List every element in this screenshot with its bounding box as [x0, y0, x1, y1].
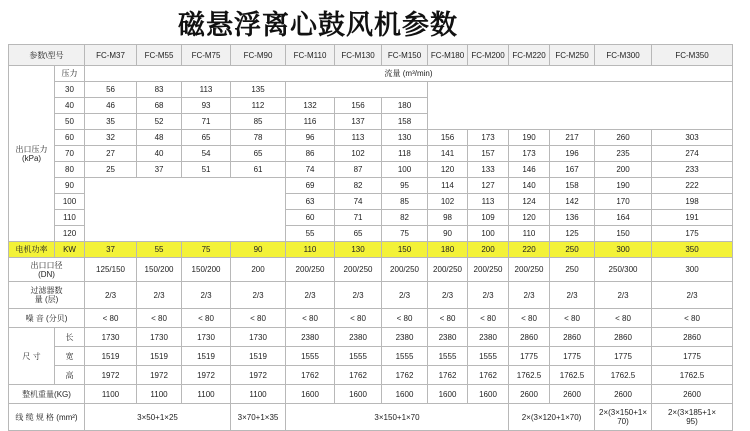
- filter-value: 2/3: [231, 282, 286, 309]
- flow-value: 191: [652, 210, 733, 226]
- flow-value: 175: [652, 226, 733, 242]
- power-value: 200: [468, 242, 509, 258]
- weight-value: 2600: [550, 385, 595, 404]
- length-value: 2860: [550, 328, 595, 347]
- spec-table: [8, 44, 733, 431]
- flow-value: 167: [550, 162, 595, 178]
- noise-value: < 80: [231, 309, 286, 328]
- flow-value: 274: [652, 146, 733, 162]
- power-label: 电机功率: [9, 242, 55, 258]
- height-value: 1762: [335, 366, 382, 385]
- pressure-group-label: 出口压力 (kPa): [9, 66, 55, 242]
- filter-value: 2/3: [652, 282, 733, 309]
- flow-value: 32: [85, 130, 137, 146]
- flow-value: 65: [182, 130, 231, 146]
- spec-table-body: [9, 45, 733, 431]
- height-value: 1762.5: [652, 366, 733, 385]
- length-value: 1730: [137, 328, 182, 347]
- cable-row: [9, 404, 733, 431]
- flow-value: 198: [652, 194, 733, 210]
- filter-value: 2/3: [468, 282, 509, 309]
- flow-value: 55: [286, 226, 335, 242]
- flow-value: 102: [335, 146, 382, 162]
- flow-value: 56: [85, 82, 137, 98]
- flow-value: 87: [335, 162, 382, 178]
- pressure-row: [9, 82, 733, 98]
- outlet-value: 200/250: [468, 258, 509, 282]
- outlet-value: 200/250: [286, 258, 335, 282]
- width-value: 1519: [231, 347, 286, 366]
- flow-value: 69: [286, 178, 335, 194]
- model-header: FC-M90: [231, 45, 286, 66]
- size-label: 尺 寸: [9, 328, 55, 385]
- flow-value: 86: [286, 146, 335, 162]
- flow-value: 120: [509, 210, 550, 226]
- height-value: 1762.5: [509, 366, 550, 385]
- param-model-label: 参数\型号: [9, 45, 85, 66]
- power-value: 130: [335, 242, 382, 258]
- model-header: FC-M150: [382, 45, 428, 66]
- flow-value: 164: [595, 210, 652, 226]
- flow-value: 233: [652, 162, 733, 178]
- flow-value: 141: [428, 146, 468, 162]
- width-value: 1555: [286, 347, 335, 366]
- flow-value: 170: [595, 194, 652, 210]
- model-header: FC-M220: [509, 45, 550, 66]
- outlet-value: 125/150: [85, 258, 137, 282]
- power-value: 350: [652, 242, 733, 258]
- weight-value: 1600: [286, 385, 335, 404]
- height-value: 1762: [428, 366, 468, 385]
- noise-value: < 80: [85, 309, 137, 328]
- length-value: 1730: [85, 328, 137, 347]
- height-value: 1972: [182, 366, 231, 385]
- flow-value: 100: [382, 162, 428, 178]
- flow-value: 235: [595, 146, 652, 162]
- flow-value: 196: [550, 146, 595, 162]
- power-unit: KW: [55, 242, 85, 258]
- flow-value: 217: [550, 130, 595, 146]
- height-value: 1972: [85, 366, 137, 385]
- flow-value: 180: [382, 98, 428, 114]
- filter-row: [9, 282, 733, 309]
- flow-value: 46: [85, 98, 137, 114]
- flow-value: 125: [550, 226, 595, 242]
- flow-value: 156: [428, 130, 468, 146]
- flow-value: 90: [428, 226, 468, 242]
- cable-spec: 2×(3×150+1× 70): [595, 404, 652, 431]
- power-value: 220: [509, 242, 550, 258]
- flow-value: 100: [468, 226, 509, 242]
- length-label: 长: [55, 328, 85, 347]
- length-value: 1730: [231, 328, 286, 347]
- length-value: 2860: [509, 328, 550, 347]
- length-value: 2380: [286, 328, 335, 347]
- noise-value: < 80: [137, 309, 182, 328]
- flow-value: 156: [335, 98, 382, 114]
- flow-value: 74: [335, 194, 382, 210]
- size-width-row: [9, 347, 733, 366]
- filter-value: 2/3: [335, 282, 382, 309]
- pressure-value: 80: [55, 162, 85, 178]
- header-row: [9, 45, 733, 66]
- width-value: 1555: [468, 347, 509, 366]
- filter-label: 过滤器数 量 (层): [9, 282, 85, 309]
- width-value: 1775: [509, 347, 550, 366]
- flow-value: 48: [137, 130, 182, 146]
- power-value: 300: [595, 242, 652, 258]
- flow-value: 112: [231, 98, 286, 114]
- pressure-value: 100: [55, 194, 85, 210]
- weight-value: 1100: [231, 385, 286, 404]
- flow-value: 82: [382, 210, 428, 226]
- flow-value: 133: [468, 162, 509, 178]
- length-value: 2860: [595, 328, 652, 347]
- flow-value: 190: [509, 130, 550, 146]
- length-value: 2860: [652, 328, 733, 347]
- flow-value: 200: [595, 162, 652, 178]
- flow-value: 158: [550, 178, 595, 194]
- width-value: 1555: [428, 347, 468, 366]
- power-row: [9, 242, 733, 258]
- outlet-value: 250: [550, 258, 595, 282]
- pressure-value: 60: [55, 130, 85, 146]
- model-header: FC-M300: [595, 45, 652, 66]
- flow-value: 71: [182, 114, 231, 130]
- weight-value: 1100: [85, 385, 137, 404]
- flow-value: 82: [335, 178, 382, 194]
- flow-value: 116: [286, 114, 335, 130]
- flow-value: 96: [286, 130, 335, 146]
- filter-value: 2/3: [509, 282, 550, 309]
- flow-value: 68: [137, 98, 182, 114]
- power-value: 37: [85, 242, 137, 258]
- filter-value: 2/3: [382, 282, 428, 309]
- cable-spec: 3×50+1×25: [85, 404, 231, 431]
- pressure-value: 90: [55, 178, 85, 194]
- power-value: 150: [382, 242, 428, 258]
- cable-spec: 2×(3×120+1×70): [509, 404, 595, 431]
- noise-value: < 80: [335, 309, 382, 328]
- noise-value: < 80: [182, 309, 231, 328]
- flow-value: 74: [286, 162, 335, 178]
- model-header: FC-M350: [652, 45, 733, 66]
- height-value: 1762: [286, 366, 335, 385]
- filter-value: 2/3: [286, 282, 335, 309]
- flow-value: 102: [428, 194, 468, 210]
- flow-value: 118: [382, 146, 428, 162]
- pressure-sub-label: 压力: [55, 66, 85, 82]
- flow-value: 63: [286, 194, 335, 210]
- flow-value: 142: [550, 194, 595, 210]
- flow-value: 109: [468, 210, 509, 226]
- flow-label: 流量 (m³/min): [85, 66, 733, 82]
- flow-value: 124: [509, 194, 550, 210]
- weight-value: 2600: [595, 385, 652, 404]
- width-value: 1775: [550, 347, 595, 366]
- flow-value: 83: [137, 82, 182, 98]
- flow-value: 75: [382, 226, 428, 242]
- pressure-row: [9, 146, 733, 162]
- weight-value: 2600: [652, 385, 733, 404]
- height-label: 高: [55, 366, 85, 385]
- flow-value: 71: [335, 210, 382, 226]
- width-label: 宽: [55, 347, 85, 366]
- flow-value: 120: [428, 162, 468, 178]
- outlet-row: [9, 258, 733, 282]
- flow-value: 137: [335, 114, 382, 130]
- outlet-value: 150/200: [137, 258, 182, 282]
- flow-value: 222: [652, 178, 733, 194]
- filter-value: 2/3: [550, 282, 595, 309]
- weight-value: 1600: [468, 385, 509, 404]
- flow-value: 113: [468, 194, 509, 210]
- noise-value: < 80: [652, 309, 733, 328]
- weight-value: 2600: [509, 385, 550, 404]
- flow-value: 140: [509, 178, 550, 194]
- length-value: 2380: [468, 328, 509, 347]
- weight-value: 1100: [137, 385, 182, 404]
- flow-value: 146: [509, 162, 550, 178]
- blank-cell: [286, 82, 428, 98]
- flow-value: 25: [85, 162, 137, 178]
- width-value: 1555: [382, 347, 428, 366]
- pressure-row: [9, 130, 733, 146]
- flow-value: 113: [335, 130, 382, 146]
- height-value: 1762: [468, 366, 509, 385]
- weight-value: 1600: [428, 385, 468, 404]
- filter-value: 2/3: [137, 282, 182, 309]
- outlet-value: 300: [652, 258, 733, 282]
- flow-value: 136: [550, 210, 595, 226]
- flow-value: 60: [286, 210, 335, 226]
- outlet-value: 200/250: [335, 258, 382, 282]
- height-value: 1762: [382, 366, 428, 385]
- width-value: 1519: [137, 347, 182, 366]
- model-header: FC-M250: [550, 45, 595, 66]
- filter-value: 2/3: [182, 282, 231, 309]
- pressure-value: 120: [55, 226, 85, 242]
- filter-value: 2/3: [428, 282, 468, 309]
- flow-value: 127: [468, 178, 509, 194]
- noise-value: < 80: [595, 309, 652, 328]
- height-value: 1762.5: [550, 366, 595, 385]
- outlet-value: 150/200: [182, 258, 231, 282]
- size-length-row: [9, 328, 733, 347]
- cable-spec: 3×70+1×35: [231, 404, 286, 431]
- length-value: 2380: [428, 328, 468, 347]
- flow-value: 110: [509, 226, 550, 242]
- flow-value: 114: [428, 178, 468, 194]
- cable-label: 线 缆 规 格 (mm²): [9, 404, 85, 431]
- pressure-value: 40: [55, 98, 85, 114]
- noise-label: 噪 音 (分贝): [9, 309, 85, 328]
- outlet-value: 200: [231, 258, 286, 282]
- noise-value: < 80: [509, 309, 550, 328]
- flow-value: 173: [509, 146, 550, 162]
- flow-value: 135: [231, 82, 286, 98]
- flow-value: 150: [595, 226, 652, 242]
- cable-spec: 3×150+1×70: [286, 404, 509, 431]
- flow-value: 303: [652, 130, 733, 146]
- noise-value: < 80: [468, 309, 509, 328]
- pressure-value: 110: [55, 210, 85, 226]
- power-value: 75: [182, 242, 231, 258]
- flow-value: 85: [382, 194, 428, 210]
- weight-label: 整机重量(KG): [9, 385, 85, 404]
- width-value: 1519: [182, 347, 231, 366]
- pressure-row: [9, 162, 733, 178]
- flow-value: 93: [182, 98, 231, 114]
- height-value: 1972: [137, 366, 182, 385]
- flow-value: 113: [182, 82, 231, 98]
- cable-spec: 2×(3×185+1× 95): [652, 404, 733, 431]
- noise-value: < 80: [428, 309, 468, 328]
- power-value: 110: [286, 242, 335, 258]
- model-header: FC-M130: [335, 45, 382, 66]
- weight-value: 1600: [335, 385, 382, 404]
- outlet-value: 200/250: [382, 258, 428, 282]
- flow-value: 95: [382, 178, 428, 194]
- outlet-value: 200/250: [428, 258, 468, 282]
- pressure-value: 70: [55, 146, 85, 162]
- flow-value: 132: [286, 98, 335, 114]
- flow-value: 54: [182, 146, 231, 162]
- width-value: 1775: [652, 347, 733, 366]
- flow-value: 98: [428, 210, 468, 226]
- flow-value: 51: [182, 162, 231, 178]
- flow-value: 35: [85, 114, 137, 130]
- power-value: 250: [550, 242, 595, 258]
- flow-value: 65: [231, 146, 286, 162]
- pressure-row: [9, 178, 733, 194]
- pressure-label-row: [9, 66, 733, 82]
- page-title: 磁悬浮离心鼓风机参数: [178, 10, 458, 41]
- outlet-value: 200/250: [509, 258, 550, 282]
- flow-value: 260: [595, 130, 652, 146]
- flow-value: 65: [335, 226, 382, 242]
- flow-value: 190: [595, 178, 652, 194]
- flow-value: 173: [468, 130, 509, 146]
- noise-value: < 80: [382, 309, 428, 328]
- flow-value: 85: [231, 114, 286, 130]
- outlet-value: 250/300: [595, 258, 652, 282]
- flow-value: 40: [137, 146, 182, 162]
- weight-row: [9, 385, 733, 404]
- flow-value: 157: [468, 146, 509, 162]
- power-value: 90: [231, 242, 286, 258]
- width-value: 1555: [335, 347, 382, 366]
- width-value: 1775: [595, 347, 652, 366]
- flow-value: 130: [382, 130, 428, 146]
- model-header: FC-M37: [85, 45, 137, 66]
- filter-value: 2/3: [595, 282, 652, 309]
- flow-value: 61: [231, 162, 286, 178]
- model-header: FC-M180: [428, 45, 468, 66]
- flow-value: 27: [85, 146, 137, 162]
- outlet-label: 出口口径 (DN): [9, 258, 85, 282]
- length-value: 1730: [182, 328, 231, 347]
- filter-value: 2/3: [85, 282, 137, 309]
- noise-row: [9, 309, 733, 328]
- flow-value: 78: [231, 130, 286, 146]
- flow-value: 52: [137, 114, 182, 130]
- weight-value: 1100: [182, 385, 231, 404]
- blank-cell: [85, 178, 286, 242]
- pressure-value: 50: [55, 114, 85, 130]
- flow-value: 37: [137, 162, 182, 178]
- size-height-row: [9, 366, 733, 385]
- power-value: 55: [137, 242, 182, 258]
- noise-value: < 80: [286, 309, 335, 328]
- blank-cell: [428, 82, 733, 130]
- length-value: 2380: [335, 328, 382, 347]
- noise-value: < 80: [550, 309, 595, 328]
- model-header: FC-M75: [182, 45, 231, 66]
- model-header: FC-M55: [137, 45, 182, 66]
- length-value: 2380: [382, 328, 428, 347]
- height-value: 1972: [231, 366, 286, 385]
- power-value: 180: [428, 242, 468, 258]
- width-value: 1519: [85, 347, 137, 366]
- model-header: FC-M200: [468, 45, 509, 66]
- model-header: FC-M110: [286, 45, 335, 66]
- height-value: 1762.5: [595, 366, 652, 385]
- pressure-value: 30: [55, 82, 85, 98]
- weight-value: 1600: [382, 385, 428, 404]
- flow-value: 158: [382, 114, 428, 130]
